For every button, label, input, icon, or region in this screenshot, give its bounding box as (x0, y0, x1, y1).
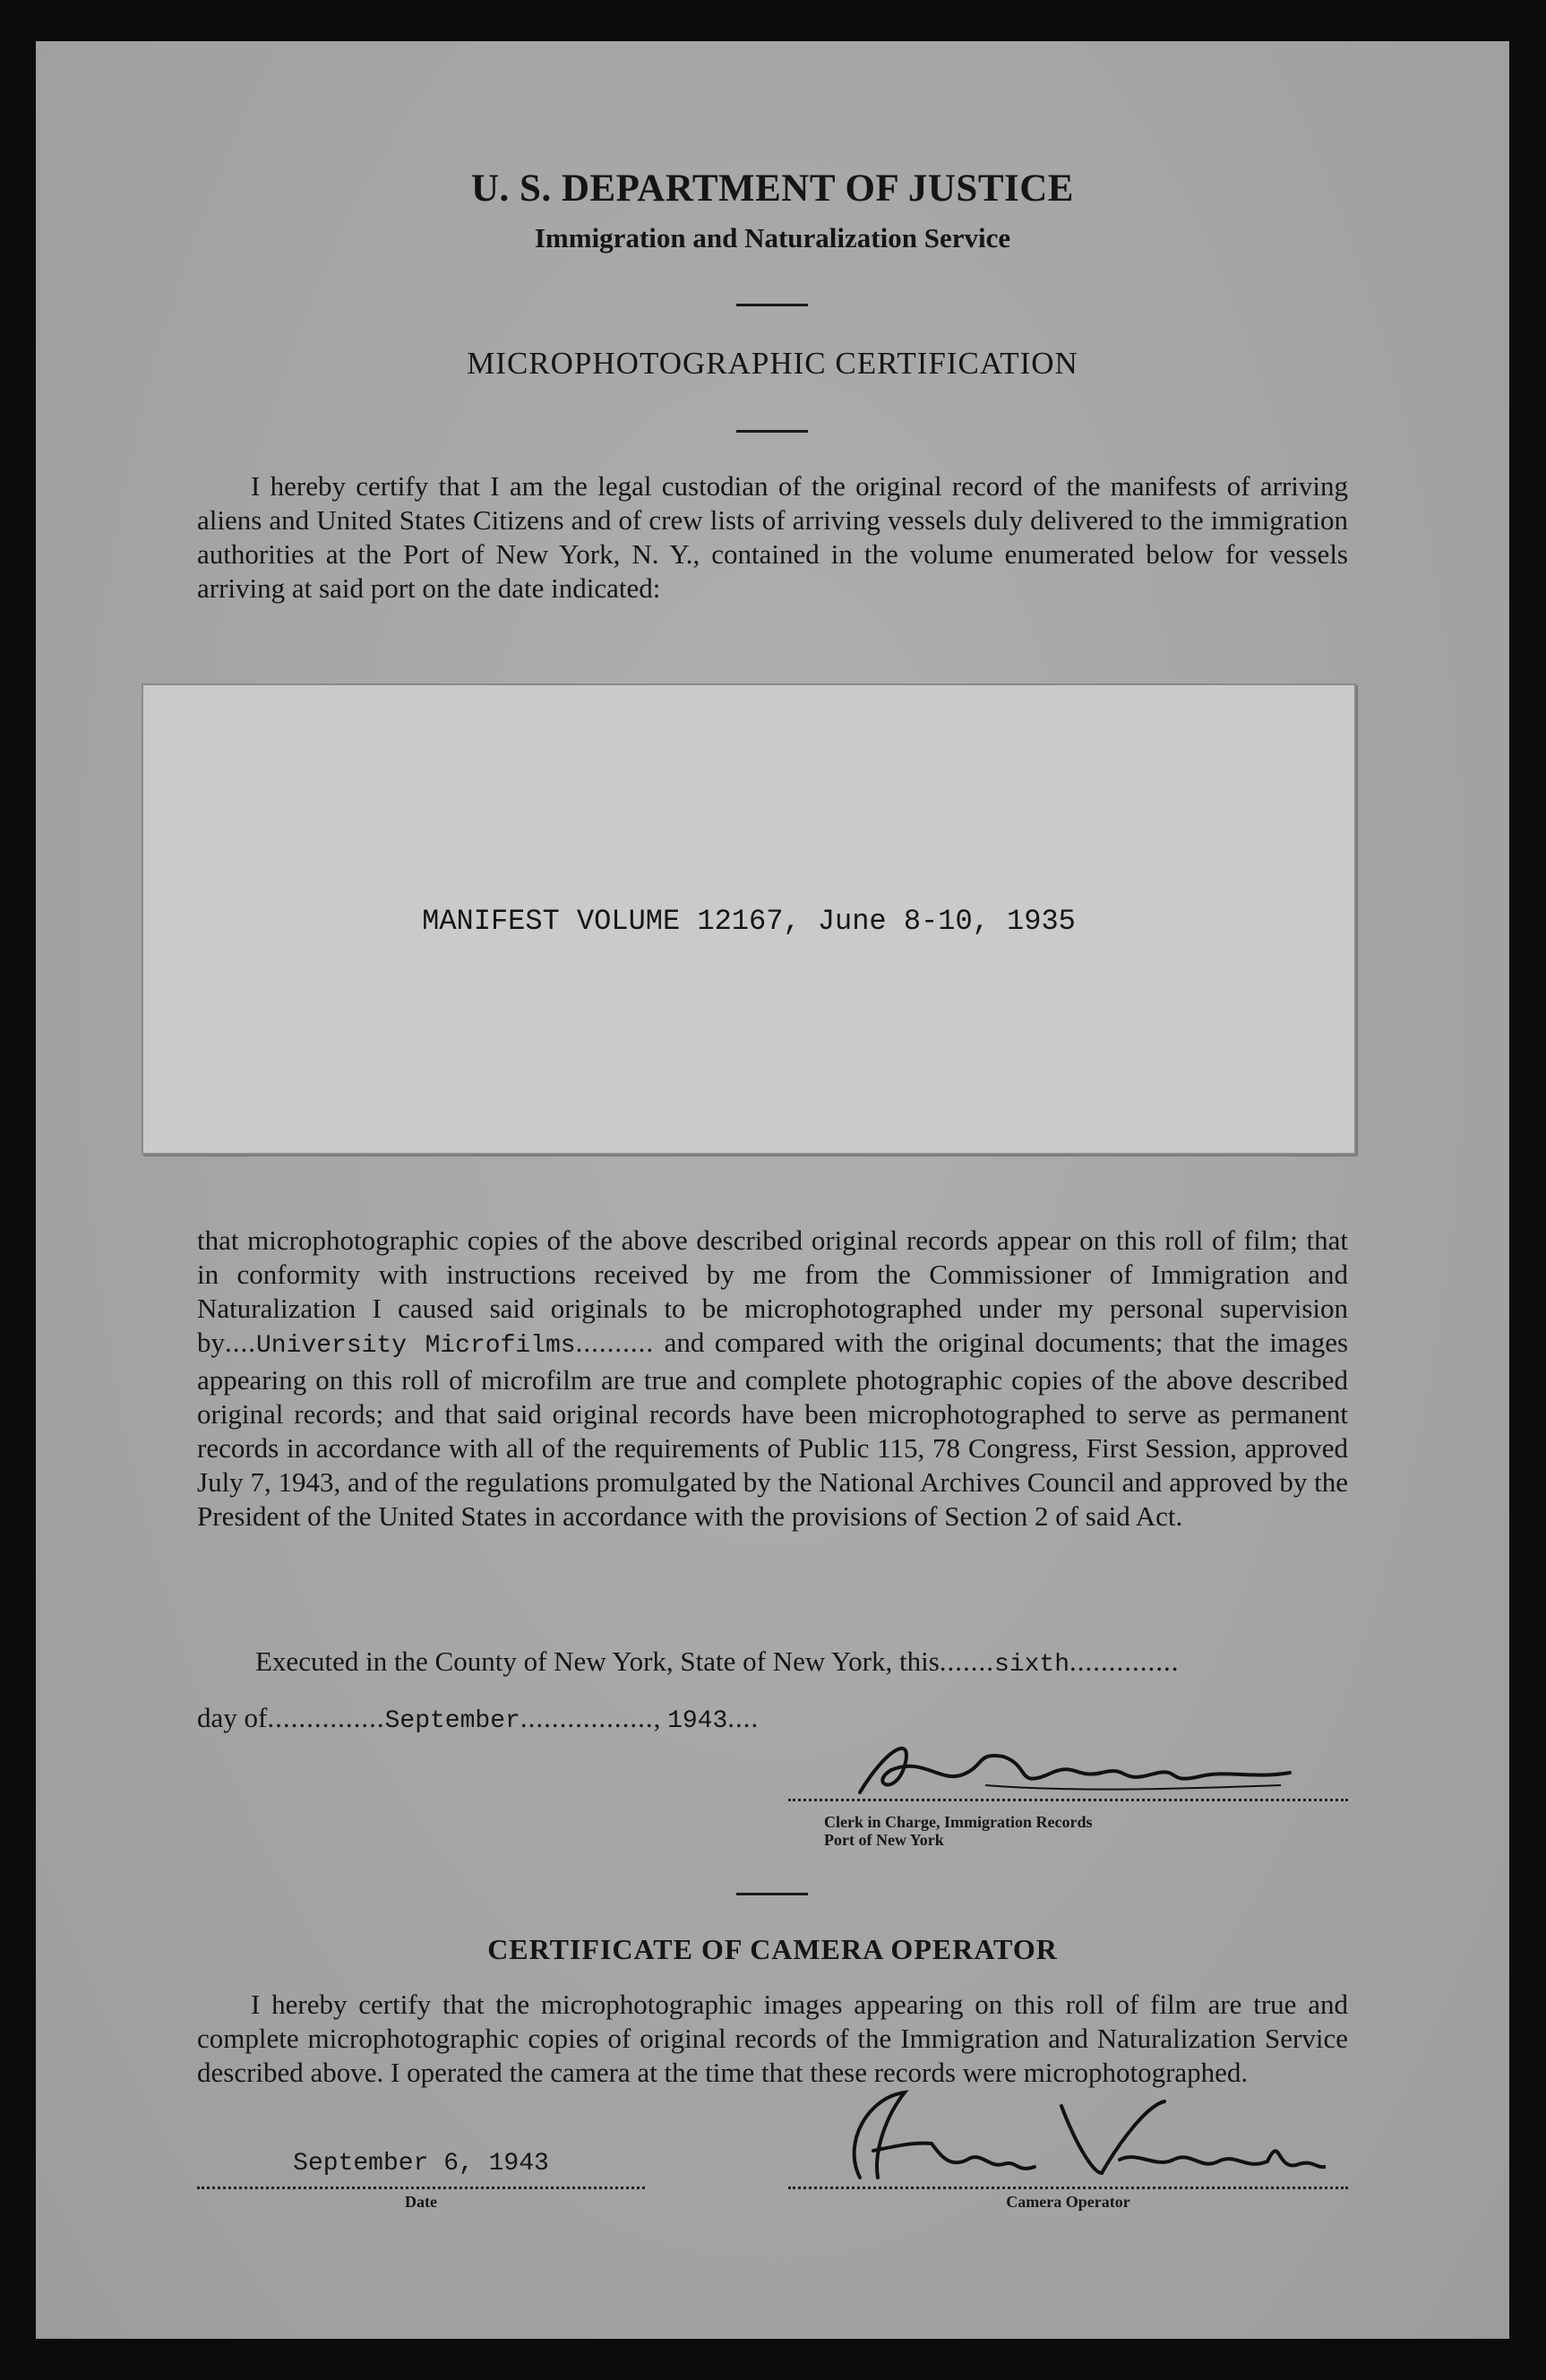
year-fill: 1943 (667, 1707, 728, 1735)
date-signature-line (197, 2185, 645, 2189)
date-label: Date (405, 2193, 437, 2211)
divider (736, 430, 808, 433)
camera-operator-signature (824, 2088, 1326, 2187)
day-fill: sixth (994, 1651, 1070, 1679)
volume-card (142, 683, 1356, 1155)
certificate-date: September 6, 1943 (293, 2150, 549, 2178)
body-text-part2: and compared with the original documents; that the images appearing on this roll of microfilm are true and complete photographic copies of the above described original records; and that said original records have been microphotographed to serve as permanent records in accordance with all of the requirements of Public 115, 78 Congress, First Session, approved July 7, 1943, and of the regulations promulgated by the National Archives Council and approved by the President of the United States in accordance with the provisions of Section 2 of said Act. (197, 1327, 1349, 1532)
execution-text: Executed in the County of New York, State of New York, this (255, 1645, 940, 1677)
photographer-fill: University Microfilms (256, 1332, 576, 1360)
clerk-title: Clerk in Charge, Immigration Records (824, 1813, 1093, 1831)
operator-signature-line (788, 2185, 1348, 2189)
service-subtitle: Immigration and Naturalization Service (534, 222, 1011, 253)
month-fill: September (384, 1707, 520, 1735)
day-of-label: day of (197, 1702, 268, 1733)
execution-line: Executed in the County of New York, State of New York, this.......sixth.............. (255, 1645, 1180, 1679)
date-line: day of...............September................., 1943.... (197, 1702, 760, 1735)
camera-certificate-text: I hereby certify that the microphotographic images appearing on this roll of film are true and complete microphotographic copies of original records of the Immigration and Naturalization Service described above. I operated the camera at the time that these records were microphotographed. (197, 1989, 1348, 2088)
camera-certificate-paragraph (197, 1988, 1348, 2090)
clerk-office: Port of New York (824, 1831, 944, 1849)
clerk-title-block (824, 1813, 1092, 1849)
divider (736, 304, 808, 306)
divider (736, 1893, 808, 1895)
signature-line (788, 1797, 1348, 1801)
intro-text: I hereby certify that I am the legal custodian of the original record of the manifests of arriving aliens and United States Citizens and of crew lists of arriving vessels duly delivered to the immigration authorities at the Port of New York, N. Y., contained in the volume enumerated below for vessels arriving at said port on the date indicated: (197, 470, 1348, 604)
certification-heading: MICROPHOTOGRAPHIC CERTIFICATION (467, 346, 1078, 381)
department-title: U. S. DEPARTMENT OF JUSTICE (470, 168, 1074, 210)
certificate-page (36, 41, 1509, 2339)
body-paragraph: that microphotographic copies of the above described original records appear on this roll of film; that in conformity with instructions received by me from the Commissioner of Immigration and Naturalization I caused said originals to be microphotographed under my personal supervision by....University Microfilms.......... and compared with the original documents; that the images appearing on this roll of microfilm are true and complete photographic copies of the above described original records; and that said original records have been microphotographed to serve as permanent records in accordance with all of the requirements of Public 115, 78 Congress, First Session, approved July 7, 1943, and of the regulations promulgated by the National Archives Council and approved by the President of the United States in accordance with the provisions of Section 2 of said Act. (197, 1224, 1349, 1532)
clerk-signature (806, 1730, 1308, 1801)
camera-certificate-heading: CERTIFICATE OF CAMERA OPERATOR (487, 1933, 1058, 1965)
camera-operator-label: Camera Operator (1006, 2193, 1130, 2211)
volume-label: MANIFEST VOLUME 12167, June 8-10, 1935 (422, 905, 1076, 938)
intro-paragraph (197, 469, 1348, 606)
body-text-part1: that microphotographic copies of the above described original records appear on this roll of film; that in conformity with instructions received by me from the Commissioner of Immigration and Naturalization I caused said originals to be microphotographed under my personal supervision by (197, 1224, 1348, 1358)
